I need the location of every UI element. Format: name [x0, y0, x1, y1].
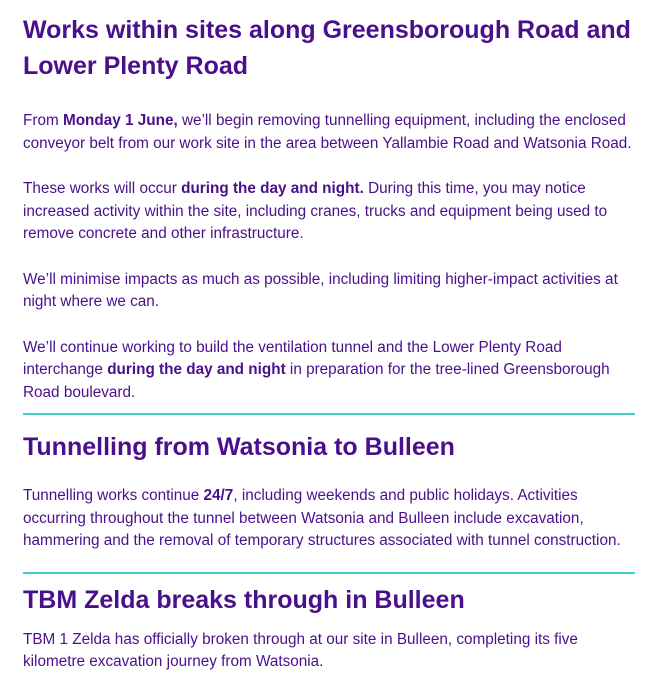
text-span: From [23, 112, 63, 129]
section-divider [23, 572, 635, 574]
paragraph-minimise-impacts: We’ll minimise impacts as much as possible, including limiting higher-impact activities at night where we can. [23, 270, 618, 310]
section-divider [23, 413, 635, 415]
text-span: During this time, you may notice increased activity within the site, including cranes, trucks and equipment being used to remove concrete and other infrastructure. [23, 180, 608, 242]
bold-span: 24/7 [203, 487, 234, 504]
text-span: we’ll begin removing tunnelling equipment, including the enclosed conveyor belt from our work site in the area between Yallambie Road and Watsonia Road. [23, 112, 632, 152]
section-heading-tbm-zelda: TBM Zelda breaks through in Bulleen [23, 585, 465, 614]
section-heading-works: Works within sites along Greensborough Road and Lower Plenty Road [23, 16, 631, 80]
text-span: We’ll continue working to build the ventilation tunnel and the Lower Plenty Road interchange [23, 338, 562, 378]
bold-span: Monday 1 June, [62, 112, 178, 129]
paragraph-ventilation-tunnel [23, 337, 635, 405]
bold-span: during the day and night. [181, 180, 364, 197]
paragraph-monday-1-june [23, 110, 635, 155]
text-span: These works will occur [23, 180, 182, 197]
paragraph-tbm-zelda: TBM 1 Zelda has officially broken through at our site in Bulleen, completing its five kilometre excavation journey from Watsonia. [23, 630, 578, 670]
text-span: , including weekends and public holidays. Activities occurring throughout the tunnel between Watsonia and Bulleen include excavation, hammering and the removal of temporary structures associated with tunnel construction. [23, 487, 621, 549]
text-span: Tunnelling works continue [23, 487, 204, 504]
section-heading-tunnelling: Tunnelling from Watsonia to Bulleen [23, 433, 455, 461]
paragraph-day-and-night [23, 178, 635, 246]
text-span: in preparation for the tree-lined Greensborough Road boulevard. [23, 361, 610, 401]
bold-span: during the day and night [107, 361, 286, 378]
paragraph-tunnelling-24-7 [23, 485, 635, 553]
